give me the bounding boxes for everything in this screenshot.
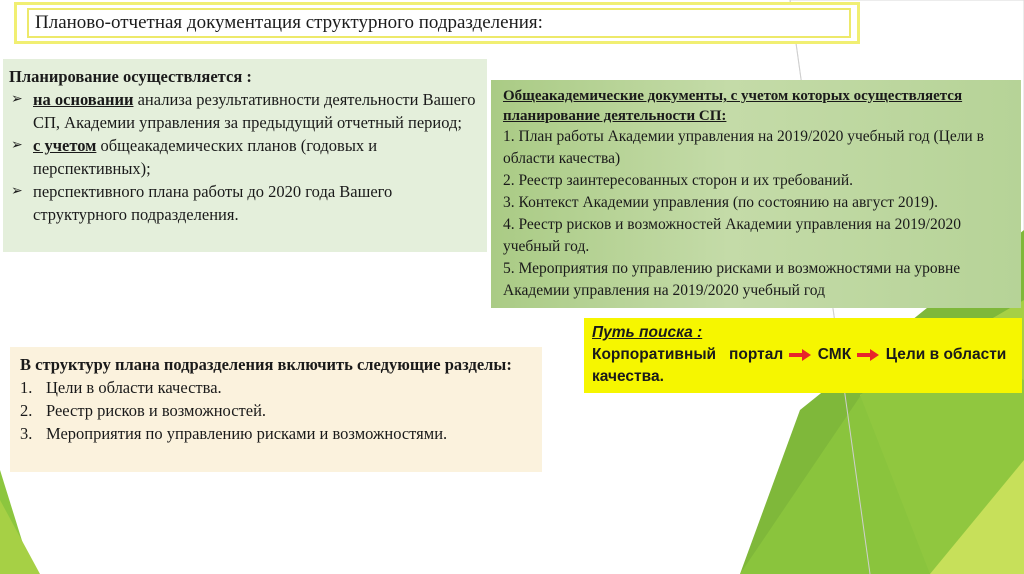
title-banner bbox=[14, 2, 860, 44]
arrow-bullet-icon: ➢ bbox=[11, 183, 23, 199]
arrow-bullet-icon: ➢ bbox=[11, 137, 23, 153]
arrow-bullet-icon: ➢ bbox=[11, 91, 23, 107]
structure-item-number: 1. bbox=[20, 378, 33, 397]
planning-item-lead: с учетом bbox=[33, 136, 97, 155]
documents-heading: Общеакадемические документы, с учетом которых осуществляется планирование деятельности СП: bbox=[503, 88, 963, 124]
planning-heading: Планирование осуществляется : bbox=[9, 67, 252, 86]
search-path-panel bbox=[584, 318, 1022, 393]
structure-item bbox=[20, 422, 542, 445]
search-path-step-smk: СМК bbox=[817, 346, 852, 363]
structure-panel bbox=[10, 347, 542, 472]
planning-item-text: анализа результативности деятельности Вашего СП, Академии управления за предыдущий отчетный период; bbox=[33, 90, 476, 132]
documents-item: 2. Реестр заинтересованных сторон и их требований. bbox=[503, 172, 853, 189]
structure-item bbox=[20, 399, 542, 422]
search-path-steps bbox=[592, 344, 1014, 388]
documents-panel bbox=[491, 80, 1021, 308]
structure-item-number: 2. bbox=[20, 401, 33, 420]
red-arrow-icon bbox=[857, 349, 879, 361]
planning-item bbox=[9, 180, 487, 226]
structure-heading: В структуру плана подразделения включить следующие разделы: bbox=[20, 355, 512, 374]
page-title: Планово-отчетная документация структурного подразделения: bbox=[35, 12, 543, 33]
search-path-step-portal: Корпоративный портал bbox=[592, 346, 784, 363]
planning-item-lead: на основании bbox=[33, 90, 134, 109]
structure-item bbox=[20, 376, 542, 399]
documents-item: 1. План работы Академии управления на 2019/2020 учебный год (Цели в области качества) bbox=[503, 128, 984, 167]
planning-item-text: перспективного плана работы до 2020 года Вашего структурного подразделения. bbox=[33, 182, 393, 224]
documents-item: 4. Реестр рисков и возможностей Академии управления на 2019/2020 учебный год. bbox=[503, 216, 961, 255]
structure-item-text: Цели в области качества. bbox=[46, 378, 222, 397]
planning-item-text: общеакадемических планов (годовых и перспективных); bbox=[33, 136, 378, 178]
documents-item: 5. Мероприятия по управлению рисками и возможностями на уровне Академии управления на 2019/2020 учебный год bbox=[503, 260, 961, 299]
structure-item-text: Мероприятия по управлению рисками и возможностями. bbox=[46, 424, 448, 443]
planning-panel bbox=[3, 59, 487, 252]
planning-item bbox=[9, 134, 487, 180]
search-path-heading: Путь поиска : bbox=[592, 324, 703, 341]
planning-item bbox=[9, 88, 487, 134]
structure-item-text: Реестр рисков и возможностей. bbox=[46, 401, 267, 420]
red-arrow-icon bbox=[789, 349, 811, 361]
structure-item-number: 3. bbox=[20, 424, 33, 443]
search-path-step-goals: Цели в области качества. bbox=[592, 346, 1007, 385]
documents-item: 3. Контекст Академии управления (по состоянию на август 2019). bbox=[503, 194, 938, 211]
